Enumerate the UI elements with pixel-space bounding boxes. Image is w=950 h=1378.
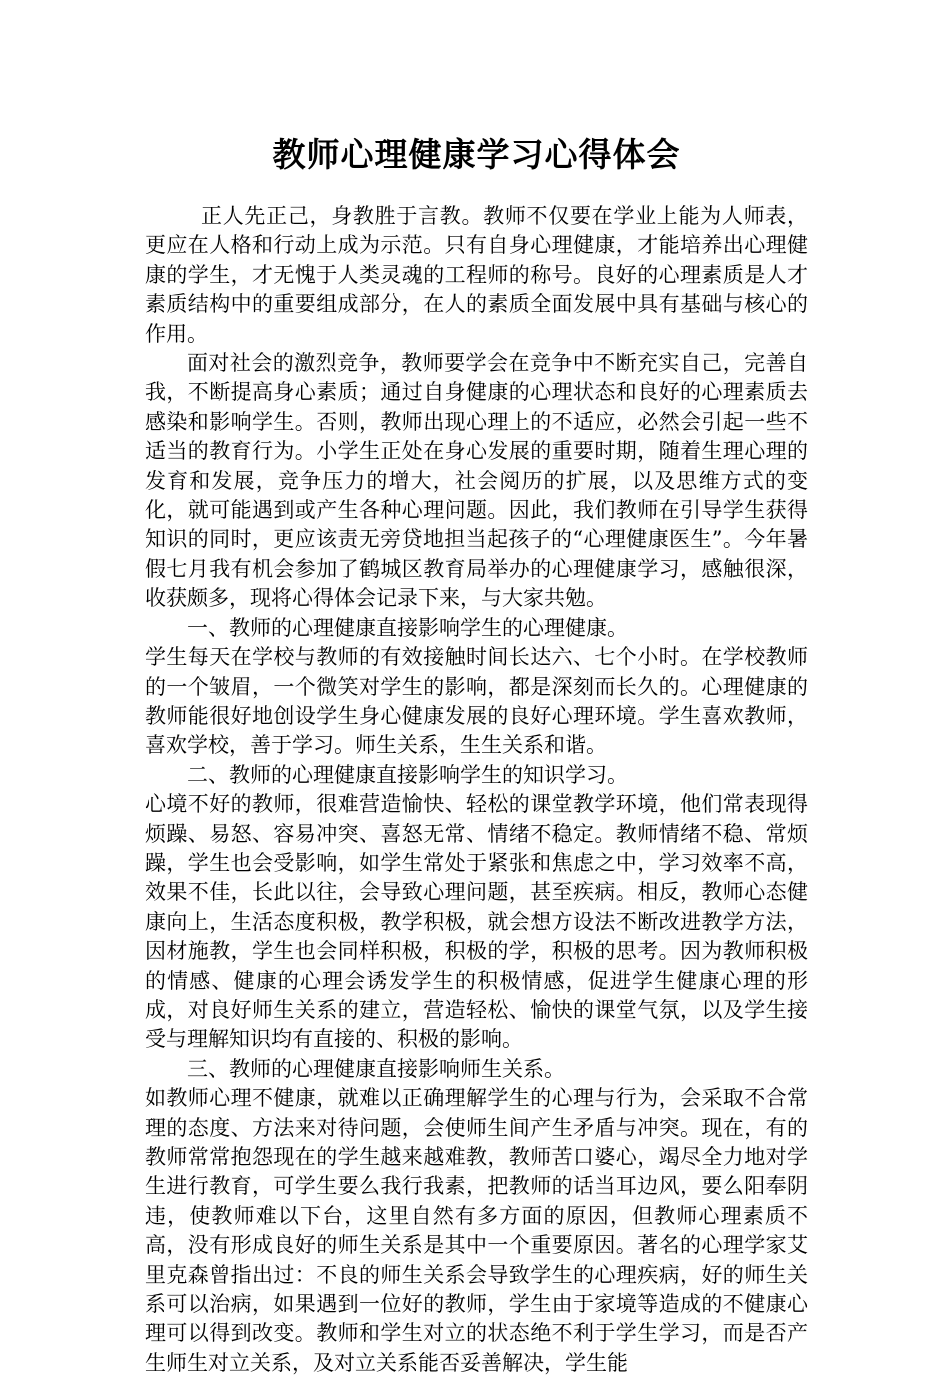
section-heading-1: 一、教师的心理健康直接影响学生的心理健康。 xyxy=(187,615,628,640)
paragraph-section-1: 学生每天在学校与教师的有效接触时间长达六、七个小时。在学校教师的一个皱眉，一个微笑对学生的影响，都是深刻而长久的。心理健康的教师能很好地创设学生身心健康发展的良好心理环境。学生喜欢教师，喜欢学校，善于学习。师生关系，生生关系和谐。 xyxy=(145,645,808,758)
paragraph-competition: 面对社会的激烈竞争，教师要学会在竞争中不断充实自己，完善自我，不断提高身心素质；通过自身健康的心理状态和良好的心理素质去感染和影响学生。否则，教师出现心理上的不适应，必然会引起一些不适当的教育行为。小学生正处在身心发展的重要时期，随着生理心理的发育和发展，竞争压力的增大，社会阅历的扩展，以及思维方式的变化，就可能遇到或产生各种心理问题。因此，我们教师在引导学生获得知识的同时，更应该责无旁贷地担当起孩子的“心理健康医生”。今年暑假七月我有机会参加了鹤城区教育局举办的心理健康学习，感触很深，收获颇多，现将心得体会记录下来，与大家共勉。 xyxy=(145,351,808,611)
document-title: 教师心理健康学习心得体会 xyxy=(272,135,681,174)
paragraph-section-3: 如教师心理不健康，就难以正确理解学生的心理与行为，会采取不合常理的态度、方法来对待问题，会使师生间产生矛盾与冲突。现在，有的教师常常抱怨现在的学生越来越难教，教师苦口婆心，竭尽全力地对学生进行教育，可学生要么我行我素，把教师的话当耳边风，要么阳奉阴违，使教师难以下台，这里自然有多方面的原因，但教师心理素质不高，没有形成良好的师生关系是其中一个重要原因。著名的心理学家艾里克森曾指出过：不良的师生关系会导致学生的心理疾病，好的师生关系可以治病，如果遇到一位好的教师，学生由于家境等造成的不健康心理可以得到改变。教师和学生对立的状态绝不利于学生学习，而是否产生师生对立关系，及对立关系能否妥善解决，学生能 xyxy=(145,1086,808,1375)
paragraph-intro: 正人先正己，身教胜于言教。教师不仅要在学业上能为人师表，更应在人格和行动上成为示范。只有自身心理健康，才能培养出心理健康的学生，才无愧于人类灵魂的工程师的称号。良好的心理素质是人才素质结构中的重要组成部分，在人的素质全面发展中具有基础与核心的作用。 xyxy=(145,204,808,346)
section-heading-2: 二、教师的心理健康直接影响学生的知识学习。 xyxy=(187,762,628,787)
paragraph-section-2: 心境不好的教师，很难营造愉快、轻松的课堂教学环境，他们常表现得烦躁、易怒、容易冲突、喜怒无常、情绪不稳定。教师情绪不稳、常烦躁，学生也会受影响，如学生常处于紧张和焦虑之中，学习效率不高，效果不佳，长此以往，会导致心理问题，甚至疾病。相反，教师心态健康向上，生活态度积极，教学积极，就会想方设法不断改进教学方法，因材施教，学生也会同样积极，积极的学，积极的思考。因为教师积极的情感、健康的心理会诱发学生的积极情感，促进学生健康心理的形成，对良好师生关系的建立，营造轻松、愉快的课堂气氛，以及学生接受与理解知识均有直接的、积极的影响。 xyxy=(145,792,808,1052)
document-page xyxy=(145,132,808,1375)
section-heading-3: 三、教师的心理健康直接影响师生关系。 xyxy=(187,1056,565,1081)
